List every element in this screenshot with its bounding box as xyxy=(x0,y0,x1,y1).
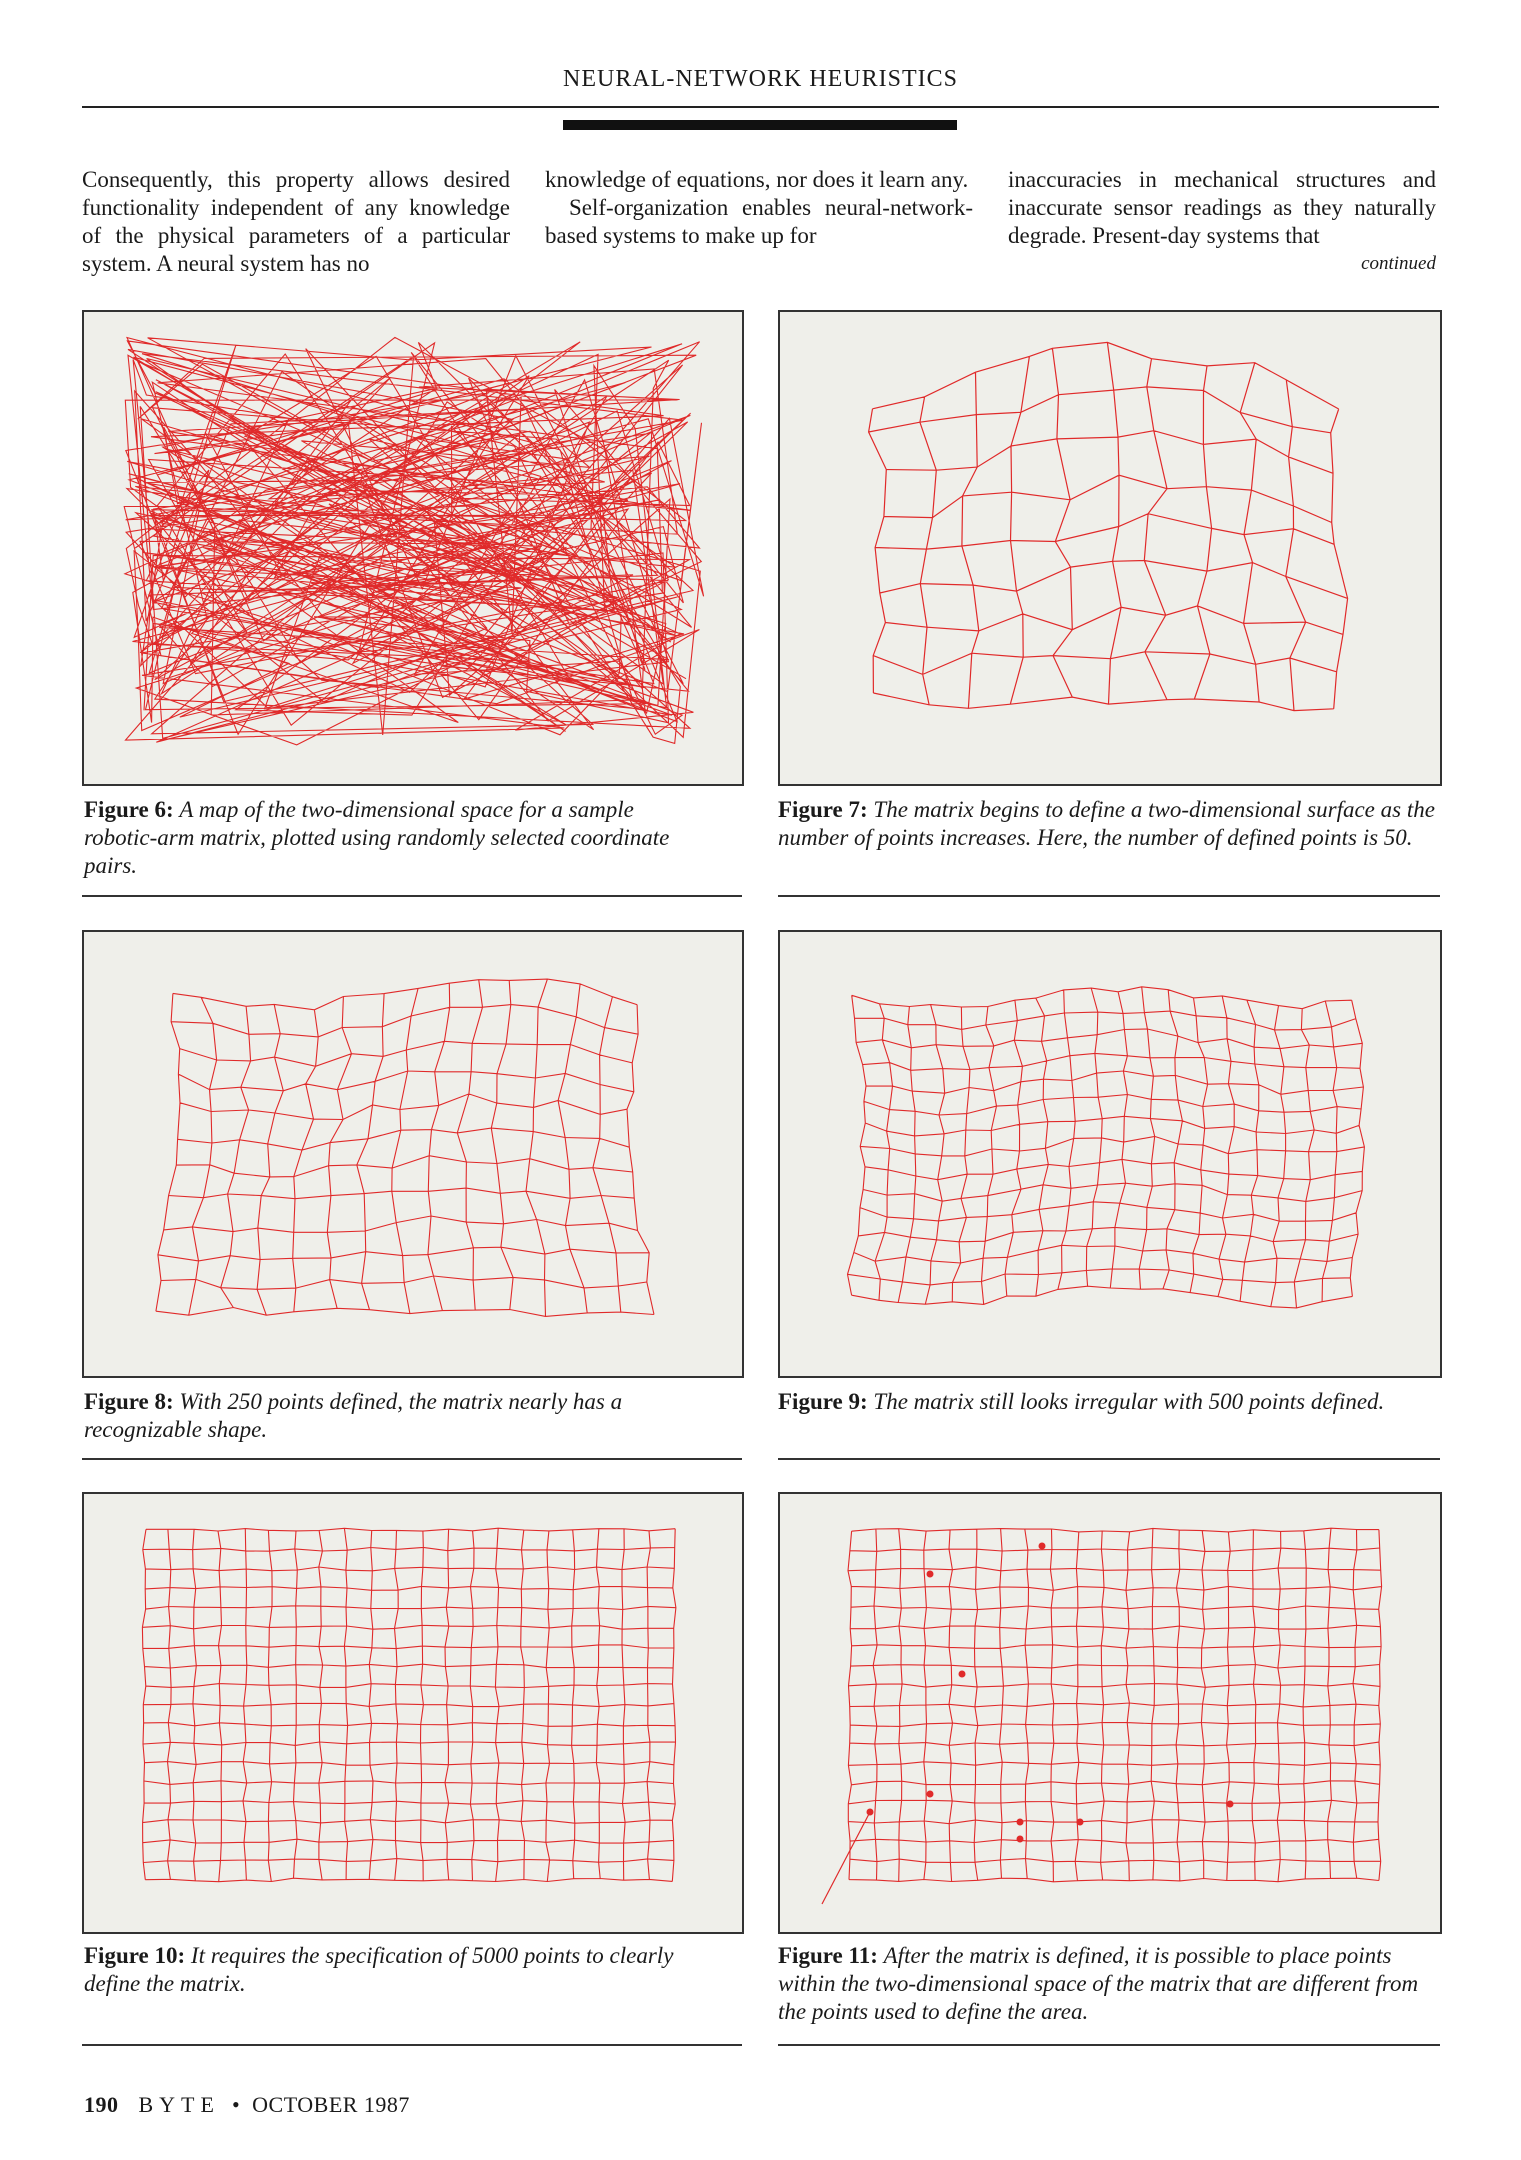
text-column-3 xyxy=(1008,166,1436,278)
figure-8-label: Figure 8: xyxy=(84,1389,174,1414)
mesh-50-points xyxy=(869,342,1348,710)
placed-point xyxy=(1017,1836,1024,1843)
column-1-paragraph: Consequently, this property allows desired functionality independent of any knowledge of the physical parameters of a particular system. A neural system has no xyxy=(82,167,510,276)
page-number: 190 xyxy=(84,2092,119,2117)
placed-point xyxy=(927,1571,934,1578)
caption-rule xyxy=(778,2044,1440,2046)
figure-9-caption xyxy=(778,1388,1418,1416)
figure-8-caption xyxy=(84,1388,724,1444)
figure-6-plot xyxy=(82,310,744,786)
figure-9-plot xyxy=(778,930,1442,1378)
figure-8-caption-text: With 250 points defined, the matrix nearly has a recognizable shape. xyxy=(84,1389,623,1442)
placed-point xyxy=(1227,1801,1234,1808)
placed-point xyxy=(1039,1543,1046,1550)
figure-7-plot xyxy=(778,310,1442,786)
figure-8-plot xyxy=(82,930,744,1378)
running-header: NEURAL-NETWORK HEURISTICS xyxy=(563,66,958,92)
figure-7-caption-text: The matrix begins to define a two-dimensional surface as the number of points increases. Here, the number of defined points is 50. xyxy=(778,797,1435,850)
placed-point xyxy=(927,1791,934,1798)
caption-rule xyxy=(82,895,742,897)
figure-11-caption-text: After the matrix is defined, it is possible to place points within the two-dimensional space of the matrix that are different from the points used to define the area. xyxy=(778,1943,1419,2024)
figure-7-label: Figure 7: xyxy=(778,797,868,822)
random-scribble xyxy=(124,337,703,745)
figure-7-caption xyxy=(778,796,1438,852)
issue-date: OCTOBER 1987 xyxy=(252,2092,410,2117)
figure-11-plot xyxy=(778,1492,1442,1934)
placed-point xyxy=(959,1671,966,1678)
figure-11-label: Figure 11: xyxy=(778,1943,878,1968)
figure-10-caption-text: It requires the specification of 5000 points to clearly define the matrix. xyxy=(84,1943,674,1996)
mesh-defined-area xyxy=(848,1528,1382,1882)
placed-point xyxy=(1077,1819,1084,1826)
magazine-name: BYTE xyxy=(138,2092,220,2117)
column-2-paragraph-2: Self-organization enables neural-network-based systems to make up for xyxy=(545,195,973,248)
footer-separator: • xyxy=(231,2092,241,2117)
caption-rule xyxy=(778,895,1440,897)
mesh-250-points xyxy=(156,979,654,1316)
continued-label: continued xyxy=(1361,253,1436,274)
column-3-paragraph: inaccuracies in mechanical structures and inaccurate sensor readings as they naturally degrade. Present-day systems that xyxy=(1008,167,1436,248)
figure-10-caption xyxy=(84,1942,684,1998)
page-footer xyxy=(84,2092,410,2118)
header-bar xyxy=(563,120,957,130)
caption-rule xyxy=(778,1458,1440,1460)
text-column-1 xyxy=(82,166,510,278)
figure-9-caption-text: The matrix still looks irregular with 500 points defined. xyxy=(873,1389,1385,1414)
placed-point xyxy=(1017,1819,1024,1826)
text-column-2 xyxy=(545,166,973,250)
caption-rule xyxy=(82,1458,742,1460)
arm-line xyxy=(822,1812,870,1904)
header-rule xyxy=(82,106,1439,108)
mesh-500-points xyxy=(848,987,1365,1308)
figure-10-plot xyxy=(82,1492,744,1934)
caption-rule xyxy=(82,2044,742,2046)
figure-6-caption xyxy=(84,796,684,880)
figure-6-caption-text: A map of the two-dimensional space for a sample robotic-arm matrix, plotted using randomly selected coordinate pairs. xyxy=(84,797,670,878)
figure-9-label: Figure 9: xyxy=(778,1389,868,1414)
figure-6-label: Figure 6: xyxy=(84,797,174,822)
column-2-paragraph-1: knowledge of equations, nor does it learn any. xyxy=(545,167,969,192)
figure-10-label: Figure 10: xyxy=(84,1943,186,1968)
mesh-5000-points xyxy=(142,1528,676,1882)
figure-11-caption xyxy=(778,1942,1438,2026)
